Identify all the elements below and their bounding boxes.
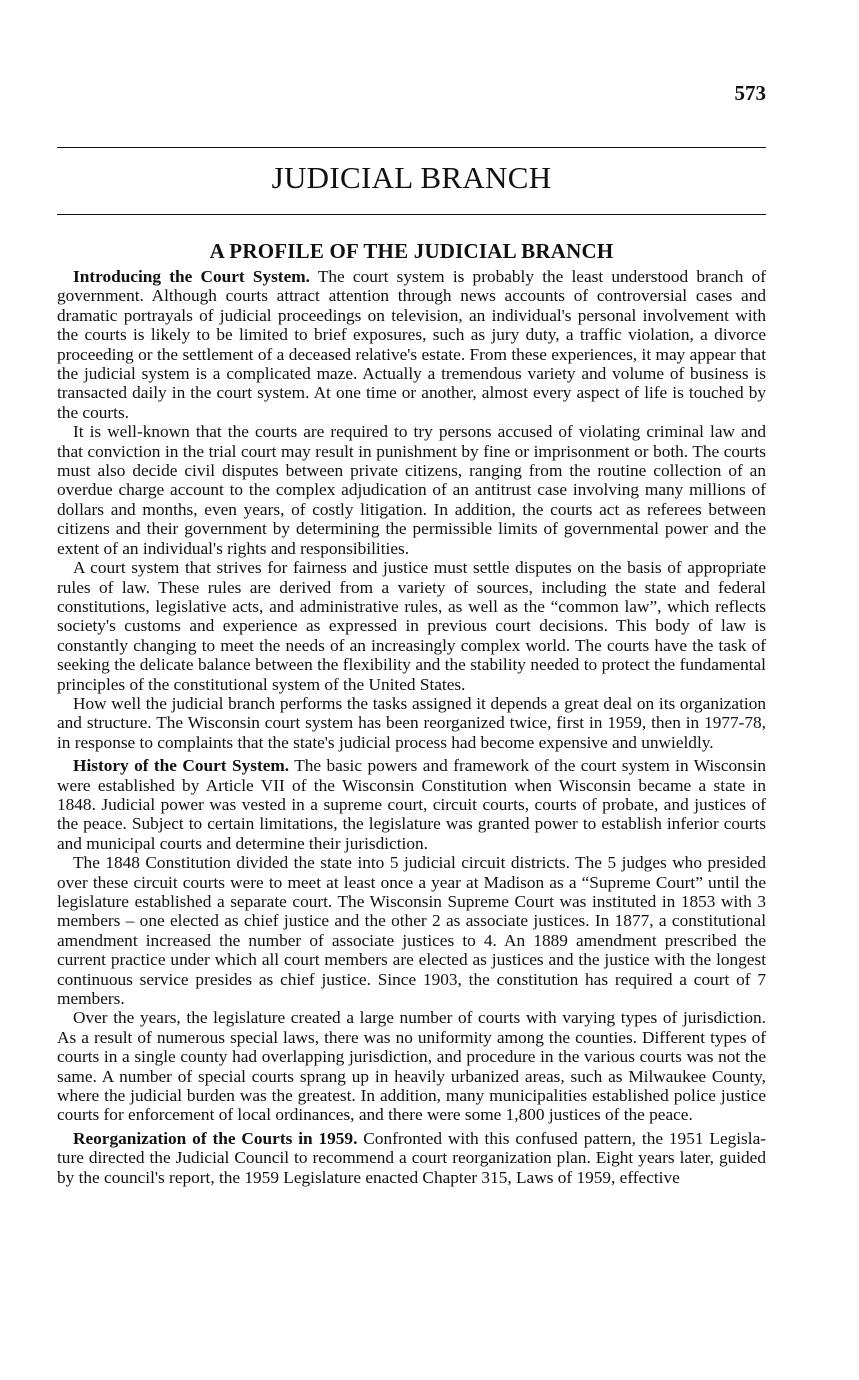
paragraph-text: A court system that strives for fairness and justice must settle disputes on the basis of appropriate rules of law. These rules are derived from a variety of sources, including the state and federal constitutions, legislative acts, and administrative rules, as well as the “common law”, which reflects society's customs and experience as expressed in previous court decisions. This body of law is constantly changing to meet the needs of an increasingly complex world. The courts have the task of seeking the delicate balance between the flexibility and the stability needed to protect the fundamental principles of the constitutional system of the United States. — [57, 558, 766, 694]
paragraph-lead: Reorganization of the Courts in 1959. — [73, 1128, 358, 1148]
paragraph-text: It is well-known that the courts are required to try persons accused of violating criminal law and that conviction in the trial court may result in punishment by fine or imprisonment or both. The courts must also decide civil disputes between private citizens, ranging from the routine collection of an overdue charge account to the complex adjudication of an antitrust case involving many millions of dollars and months, even years, of costly litigation. In addition, the courts act as referees between citizens and their government by determining the permissible limits of governmental power and the extent of an individual's rights and responsibilities. — [57, 422, 766, 558]
paragraph-text: Confronted with this confused pattern, the 1951 Legislature directed the Judicial Council to recommend a court reorganization plan. Eight years later, guided by the council's report, the 1959 Legislature enacted Chapter 315, Laws of 1959, effective — [57, 1128, 767, 1187]
page-number: 573 — [734, 81, 766, 105]
paragraph-lead: Introducing the Court System. — [73, 267, 310, 286]
paragraph-rules-of-law — [57, 558, 766, 694]
paragraph-text: The basic powers and framework of the court system in Wisconsin were established by Article VII of the Wisconsin Constitution when Wisconsin became a state in 1848. Judicial power was vested in a supreme court, circuit courts, courts of probate, and justices of the peace. Subject to certain limitations, the legislature was granted power to establish inferior courts and municipal courts and determine their jurisdiction. — [57, 756, 766, 853]
paragraph-history-court-system — [57, 756, 766, 853]
paragraph-lead: History of the Court System. — [73, 756, 290, 776]
page-title: JUDICIAL BRANCH — [271, 160, 552, 195]
paragraph-text: Over the years, the legislature created a large number of courts with varying types of jurisdiction. As a result of numerous special laws, there was no uniformity among the counties. Different types of courts in a single county had overlapping jurisdiction, and procedure in the various courts was not the same. A number of special courts sprang up in heavily urbanized areas, such as Milwaukee County, where the judicial burden was the greatest. In addition, many municipalities established police justice courts for enforcement of local ordinances, and there were some 1,800 justices of the peace. — [57, 1008, 766, 1125]
bottom-rule — [57, 214, 766, 215]
paragraph-introducing-court-system — [57, 267, 766, 422]
paragraph-text: The court system is probably the least understood branch of government. Although courts attract attention through news accounts of controversial cases and dramatic portrayals of judicial proceedings on television, an individual's personal involvement with the courts is likely to be limited to brief exposures, such as jury duty, a traffic violation, a divorce proceeding or the settlement of a deceased relative's estate. From these experiences, it may appear that the judicial system is a complicated maze. Actually a tremendous variety and volume of business is transacted daily in the court system. At one time or another, almost every aspect of life is touched by the courts. — [57, 267, 766, 422]
section-heading: A PROFILE OF THE JUDICIAL BRANCH — [209, 239, 614, 263]
paragraph-1848-constitution — [57, 853, 766, 1008]
top-rule — [57, 147, 766, 148]
paragraph-organization — [57, 694, 766, 752]
paragraph-variety-of-courts — [57, 1008, 766, 1124]
paragraph-text: How well the judicial branch performs the tasks assigned it depends a great deal on its organization and structure. The Wisconsin court system has been reorganized twice, first in 1959, then in 1977-78, in response to complaints that the state's judicial process had become expensive and unwieldly. — [57, 693, 766, 752]
paragraph-criminal-civil — [57, 422, 766, 558]
paragraph-reorganization-1959 — [57, 1129, 766, 1187]
article-body — [57, 267, 766, 1187]
paragraph-text: The 1848 Constitution divided the state into 5 judicial circuit districts. The 5 judges who presided over these circuit courts were to meet at least once a year at Madison as a “Supreme Court” until the legislature established a separate court. The Wisconsin Supreme Court was instituted in 1853 with 3 members – one elected as chief justice and the other 2 as associate justices. In 1877, a constitutional amendment increased the number of associate justices to 4. An 1889 amendment prescribed the current practice under which all court members are elected as justices and the justice with the longest continuous service presides as chief justice. Since 1903, the constitution has required a court of 7 members. — [57, 853, 766, 1009]
